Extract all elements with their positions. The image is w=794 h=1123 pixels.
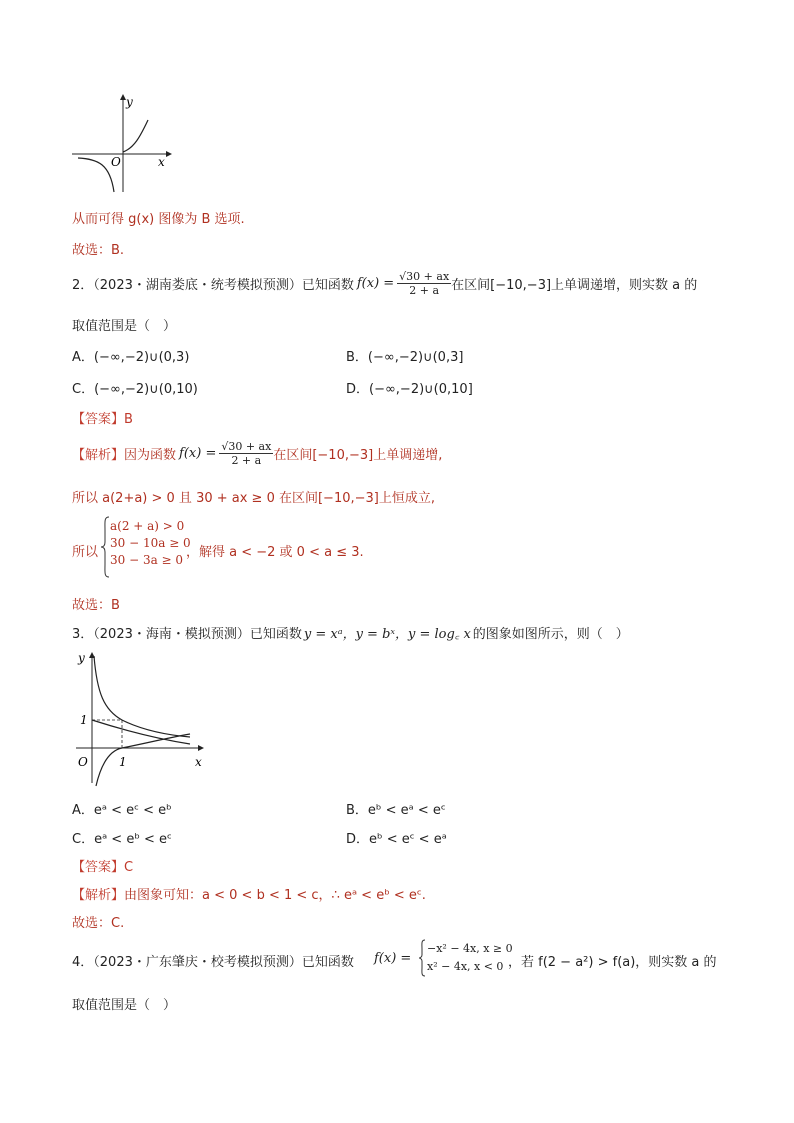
choose-line-1: 故选：B. bbox=[72, 243, 125, 258]
q2-system-row-2: 30 − 10a ≥ 0 bbox=[110, 536, 191, 550]
q4-case-2: x² − 4x, x < 0 bbox=[427, 960, 504, 973]
q2-analysis-1a: 因为函数 bbox=[124, 448, 177, 463]
q2-analysis-den: 2 + a bbox=[231, 454, 262, 467]
q2-analysis-1b: 在区间[−10,−3]上单调递增, bbox=[273, 448, 443, 463]
q2-analysis-num: √30 + ax bbox=[221, 440, 272, 453]
curve-exponential bbox=[92, 720, 190, 744]
q2-option-c: C．(−∞,−2)∪(0,10) bbox=[72, 382, 198, 397]
x-axis-arrow-icon bbox=[166, 151, 172, 157]
q2-option-b: B．(−∞,−2)∪(0,3] bbox=[346, 350, 464, 365]
q2-system-row-3: 30 − 3a ≥ 0 bbox=[110, 553, 184, 567]
y-axis-label: y bbox=[126, 95, 133, 109]
q3-answer: 【答案】C bbox=[72, 860, 134, 875]
q2-option-d: D．(−∞,−2)∪(0,10] bbox=[346, 382, 473, 397]
q3-choose: 故选：C. bbox=[72, 916, 125, 931]
q4-func: f(x) = bbox=[374, 951, 412, 966]
q2-line2: 取值范围是（ ） bbox=[72, 319, 177, 334]
origin-label: O bbox=[78, 755, 88, 769]
conclusion-line: 从而可得 g(x) 图像为 B 选项. bbox=[72, 212, 245, 227]
q4-case-1: −x² − 4x, x ≥ 0 bbox=[427, 942, 513, 955]
q2-system bbox=[110, 518, 191, 569]
q2-suffix: 在区间[−10,−3]上单调递增，则实数 a 的 bbox=[451, 278, 698, 293]
left-brace-icon bbox=[418, 939, 426, 977]
q2-func: f(x) = bbox=[356, 276, 395, 291]
curve-right-branch bbox=[123, 120, 148, 152]
q3-option-c: C．eᵃ < eᵇ < eᶜ bbox=[72, 832, 172, 847]
q2-prefix: 2．（2023・湖南娄底・统考模拟预测）已知函数 bbox=[72, 278, 354, 293]
q3-prefix: 3．（2023・海南・模拟预测）已知函数 bbox=[72, 627, 302, 642]
x-axis-label: x bbox=[195, 755, 202, 769]
q3-funcs: y = xᵃ，y = bˣ，y = log꜀ x bbox=[303, 627, 471, 642]
q2-analysis-fraction bbox=[219, 440, 273, 467]
x-axis-arrow-icon bbox=[198, 745, 204, 751]
q2-frac-num: √30 + ax bbox=[399, 270, 450, 283]
q4-suffix: ，若 f(2 − a²) > f(a)，则实数 a 的 bbox=[508, 955, 717, 970]
q2-stem bbox=[72, 270, 697, 297]
q2-answer: 【答案】B bbox=[72, 412, 133, 427]
q3-analysis-label: 【解析】 bbox=[72, 888, 125, 903]
q3-analysis-text: 由图象可知：a < 0 < b < 1 < c，∴ eᵃ < eᵇ < eᶜ. bbox=[124, 888, 426, 903]
q4-prefix: 4．（2023・广东肇庆・校考模拟预测）已知函数 bbox=[72, 955, 354, 970]
q3-option-b: B．eᵇ < eᵃ < eᶜ bbox=[346, 803, 446, 818]
left-brace-icon bbox=[100, 516, 110, 578]
graph-q3 bbox=[72, 648, 212, 788]
q2-fraction bbox=[397, 270, 451, 297]
q2-analysis-3-pre: 所以 bbox=[72, 545, 99, 560]
q4-piecewise bbox=[427, 940, 513, 976]
q2-analysis-3-post: ，解得 a < −2 或 0 < a ≤ 3. bbox=[186, 545, 364, 560]
x-axis-label: x bbox=[158, 155, 165, 169]
curve-left-branch bbox=[78, 158, 114, 192]
q3-stem bbox=[72, 623, 629, 642]
graph-g-of-x bbox=[68, 92, 178, 197]
q3-analysis bbox=[72, 884, 426, 903]
q2-analysis-1 bbox=[72, 440, 442, 467]
q3-option-a: A．eᵃ < eᶜ < eᵇ bbox=[72, 803, 172, 818]
tick-1-y: 1 bbox=[80, 713, 88, 727]
q4-line2: 取值范围是（ ） bbox=[72, 998, 177, 1013]
q2-option-a: A．(−∞,−2)∪(0,3) bbox=[72, 350, 190, 365]
q2-analysis-func: f(x) = bbox=[179, 446, 217, 461]
tick-1-x: 1 bbox=[119, 755, 127, 769]
q2-system-row-1: a(2 + a) > 0 bbox=[110, 519, 185, 533]
q2-analysis-2: 所以 a(2+a) > 0 且 30 + ax ≥ 0 在区间[−10,−3]上恒成立, bbox=[72, 491, 435, 506]
origin-label: O bbox=[111, 155, 121, 169]
q2-frac-den: 2 + a bbox=[409, 284, 440, 297]
q3-suffix: 的图象如图所示，则（ ） bbox=[472, 627, 629, 642]
q3-option-d: D．eᵇ < eᶜ < eᵃ bbox=[346, 832, 447, 847]
y-axis-label: y bbox=[78, 651, 85, 665]
q2-analysis-label: 【解析】 bbox=[72, 448, 125, 463]
q2-choose: 故选：B bbox=[72, 598, 120, 613]
